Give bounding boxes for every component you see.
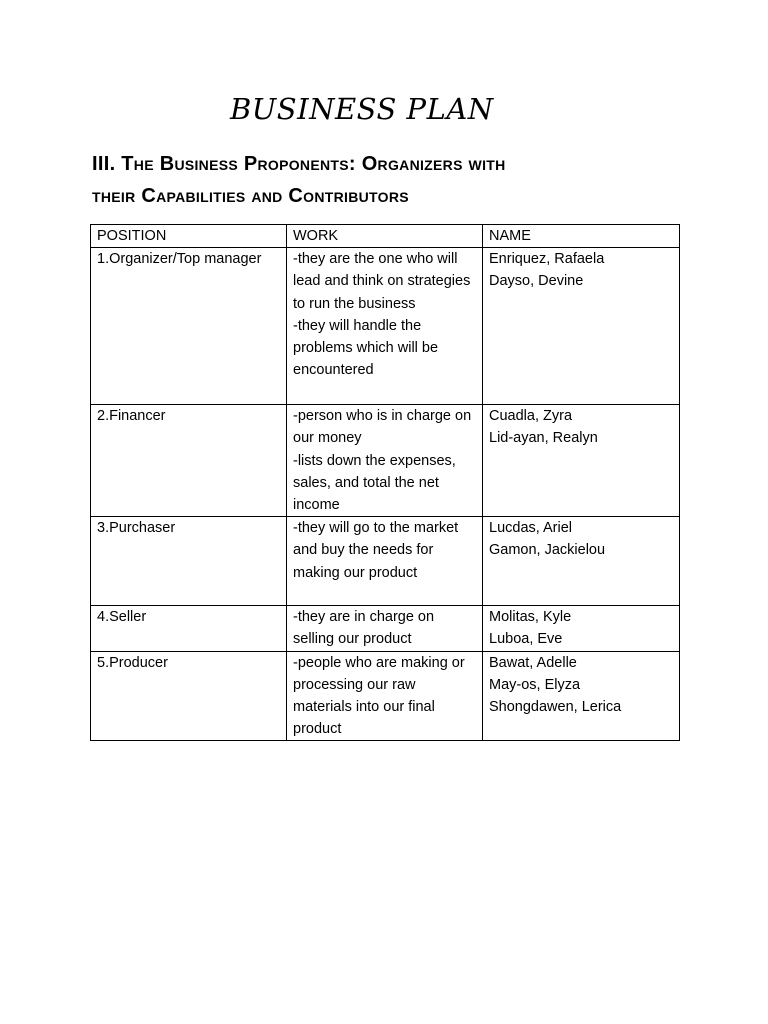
document-title: BUSINESS PLAN	[230, 92, 494, 126]
work-text: -they will go to the market and buy the needs for making our product	[293, 520, 459, 581]
member-name: Bawat, Adelle	[489, 654, 577, 671]
proponents-table	[90, 224, 680, 741]
name-cell	[483, 248, 680, 405]
work-text: -they will handle the problems which will be encountered	[293, 317, 439, 379]
table-row	[91, 606, 680, 651]
table-row	[91, 405, 680, 517]
position-cell: 2.Financer	[91, 405, 287, 517]
section-heading-line: III. The Business Proponents: Organizers with	[92, 153, 506, 175]
name-cell	[483, 606, 680, 651]
header-position: POSITION	[91, 225, 287, 248]
member-name: Dayso, Devine	[489, 273, 584, 290]
work-cell	[287, 651, 483, 741]
member-name: Cuadla, Zyra	[489, 408, 573, 425]
member-name: Enriquez, Rafaela	[489, 251, 605, 268]
header-name: NAME	[483, 225, 680, 248]
work-text: -lists down the expenses, sales, and total the net income	[293, 452, 456, 514]
section-heading	[92, 148, 692, 212]
section-heading-line: their Capabilities and Contributors	[92, 185, 409, 207]
work-text: -they are in charge on selling our product	[293, 609, 435, 648]
work-text: -person who is in charge on our money	[293, 408, 472, 447]
member-name: Luboa, Eve	[489, 631, 563, 648]
position-cell: 4.Seller	[91, 606, 287, 651]
table-row	[91, 248, 680, 405]
position-cell: 5.Producer	[91, 651, 287, 741]
name-cell	[483, 651, 680, 741]
name-cell	[483, 405, 680, 517]
position-cell: 3.Purchaser	[91, 517, 287, 606]
member-name: Lid-ayan, Realyn	[489, 430, 598, 447]
name-cell	[483, 517, 680, 606]
work-cell	[287, 248, 483, 405]
member-name: Lucdas, Ariel	[489, 520, 573, 537]
member-name: May-os, Elyza	[489, 676, 581, 693]
work-text: -they are the one who will lead and think on strategies to run the business	[293, 251, 471, 312]
member-name: Molitas, Kyle	[489, 609, 572, 626]
table-row	[91, 517, 680, 606]
work-cell	[287, 517, 483, 606]
member-name: Gamon, Jackielou	[489, 542, 606, 559]
member-name: Shongdawen, Lerica	[489, 699, 622, 716]
table-header-row	[91, 225, 680, 248]
position-cell: 1.Organizer/Top manager	[91, 248, 287, 405]
work-text: -people who are making or processing our raw materials into our final product	[293, 654, 465, 738]
work-cell	[287, 405, 483, 517]
header-work: WORK	[287, 225, 483, 248]
table-row	[91, 651, 680, 741]
work-cell	[287, 606, 483, 651]
